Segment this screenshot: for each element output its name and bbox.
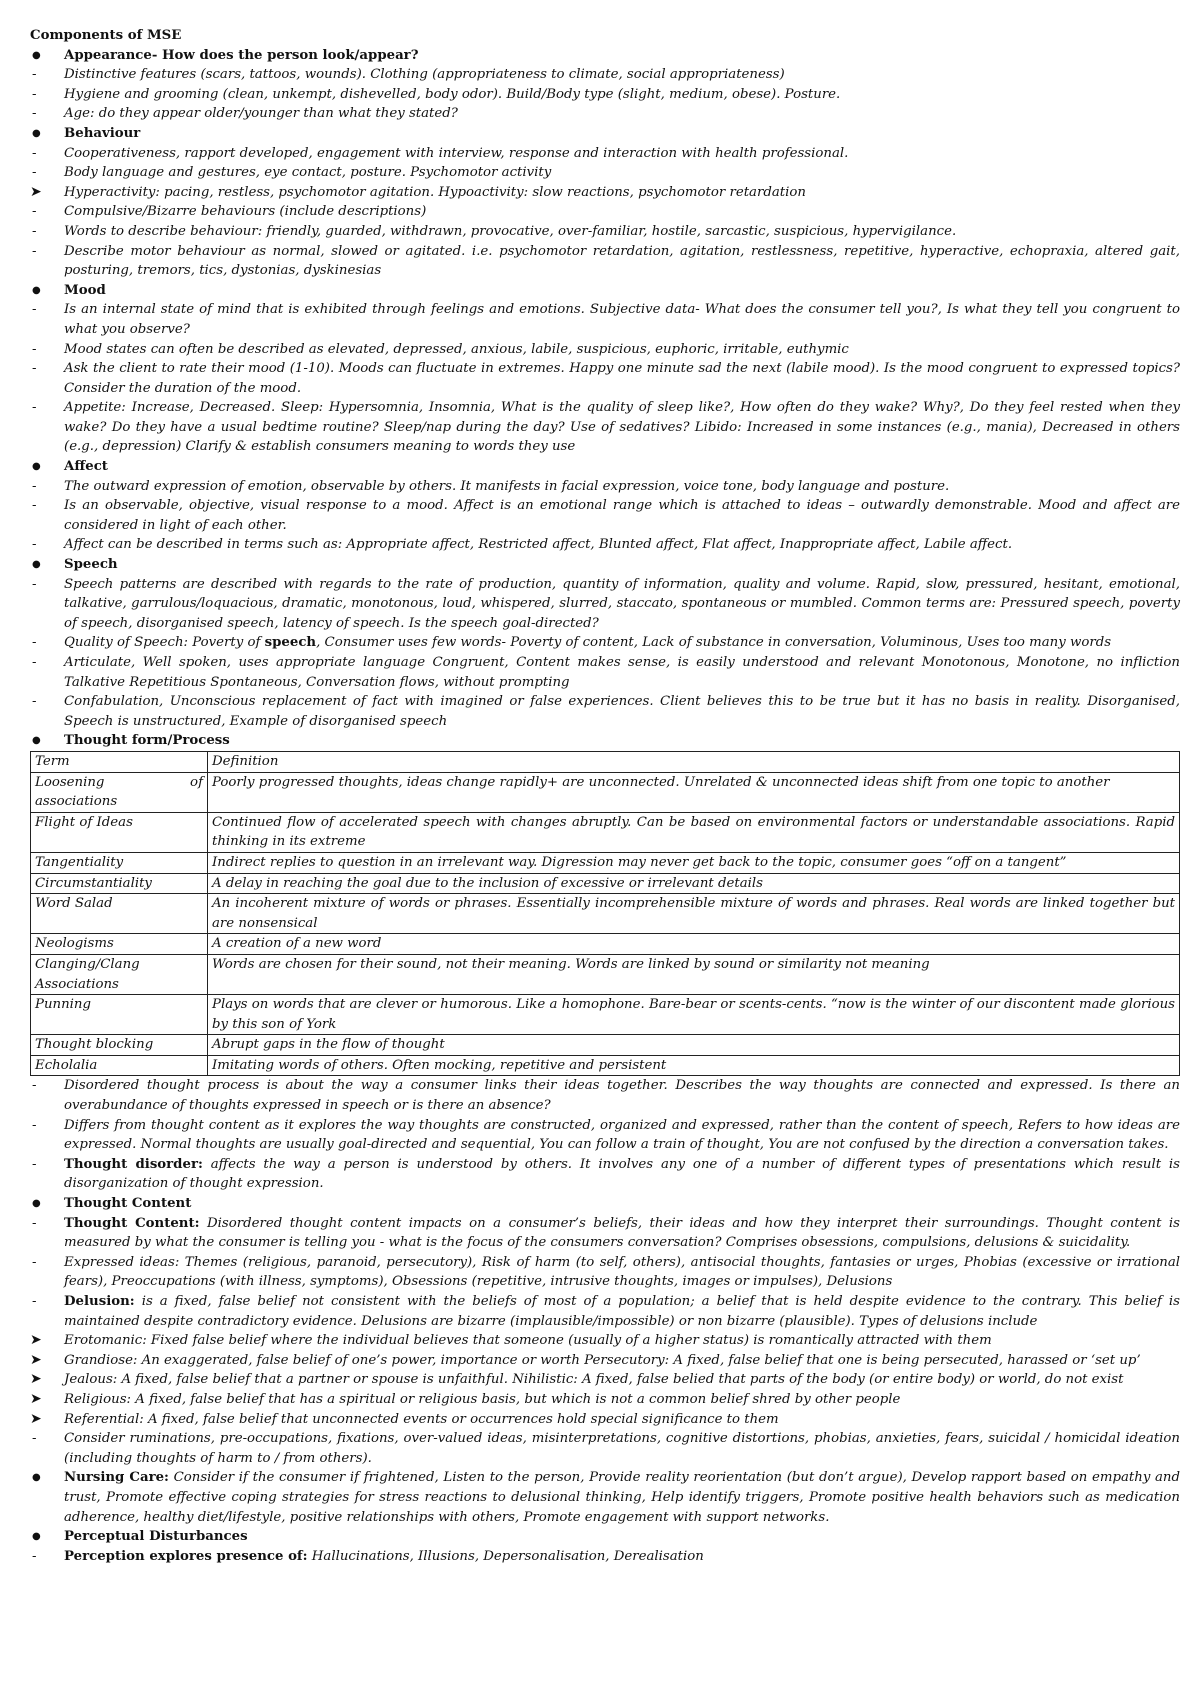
table-row [31, 894, 1180, 934]
definition-cell: Words are chosen for their sound, not their meaning. Words are linked by sound or similarity not meaning [208, 954, 1180, 994]
list-item: - Ask the client to rate their mood (1-10). Moods can fluctuate in extremes. Happy one minute sad the next (labile mood). Is the mood congruent to expressed topics? Consider the duration of the mood. [30, 359, 1180, 398]
list-item: - Cooperativeness, rapport developed, engagement with interview, response and interaction with health professional. [30, 144, 1180, 164]
item-text: Hallucinations, Illusions, Depersonalisation, Derealisation [307, 1548, 704, 1564]
item-text: , Consumer uses few words- Poverty of content, Lack of substance in conversation, Voluminous, Uses too many words [316, 635, 1112, 651]
item-text: is a fixed, false belief not consistent with the beliefs of most of a population; a belief that is held despite evidence to the contrary. This belief is maintained despite contradictory evidence. Delusions are bizarre (implausible/impossible) or non bizarre (plausible). Types of delusions include [64, 1294, 1180, 1329]
section-heading-thought-content: ● Thought Content [30, 1194, 1180, 1214]
item-lead: Perception explores presence of: [64, 1548, 308, 1564]
term-cell: Loosening of associations [31, 772, 208, 812]
definition-cell: Abrupt gaps in the flow of thought [208, 1035, 1180, 1056]
definition-cell: Indirect replies to question in an irrelevant way. Digression may never get back to the topic, consumer goes “off on a tangent” [208, 852, 1180, 873]
term-cell: Echolalia [31, 1055, 208, 1076]
term-cell: Word Salad [31, 894, 208, 934]
column-header-term: Term [31, 751, 208, 772]
item-text: affects the way a person is understood by others. It involves any one of a number of different types of presentations which result is disorganization of thought expression. [64, 1156, 1180, 1192]
list-item: - Disordered thought process is about the way a consumer links their ideas together. Describes the way thoughts are connected and expressed. Is there an overabundance of thoughts expressed in speech or is there an absence? [30, 1076, 1180, 1115]
list-item [30, 1292, 1180, 1331]
list-item: - Expressed ideas: Themes (religious, paranoid, persecutory), Risk of harm (to self, others), antisocial thoughts, fantasies or urges, Phobias (excessive or irrational fears), Preoccupations (with illness, symptoms), Obsessions (repetitive, intrusive thoughts, images or impulses), Delusions [30, 1253, 1180, 1292]
list-item: - Distinctive features (scars, tattoos, wounds). Clothing (appropriateness to climate, social appropriateness) [30, 65, 1180, 85]
thought-form-table [30, 751, 1180, 1077]
list-item: - Affect can be described in terms such as: Appropriate affect, Restricted affect, Blunted affect, Flat affect, Inappropriate affect, Labile affect. [30, 535, 1180, 555]
term-cell: Neologisms [31, 934, 208, 955]
column-header-definition: Definition [208, 751, 1180, 772]
table-row [31, 772, 1180, 812]
item-lead: Delusion: [64, 1294, 135, 1309]
list-item: - Compulsive/Bizarre behaviours (include descriptions) [30, 202, 1180, 222]
list-item: - Consider ruminations, pre-occupations, fixations, over-valued ideas, misinterpretations, cognitive distortions, phobias, anxieties, fears, suicidal / homicidal ideation (including thoughts of harm to / from others). [30, 1429, 1180, 1468]
list-item: - Is an internal state of mind that is exhibited through feelings and emotions. Subjective data- What does the consumer tell you?, Is what they tell you congruent to what you observe? [30, 300, 1180, 339]
term-cell: Circumstantiality [31, 873, 208, 894]
list-item: - Hygiene and grooming (clean, unkempt, dishevelled, body odor). Build/Body type (slight, medium, obese). Posture. [30, 85, 1180, 105]
item-text: Disordered thought content impacts on a consumer’s beliefs, their ideas and how they interpret their surroundings. Thought content is measured by what the consumer is telling you - what is the focus of the consumers conversation? Comprises obsessions, compulsions, delusions & suicidality. [64, 1215, 1180, 1251]
list-item: - Speech patterns are described with regards to the rate of production, quantity of information, quality and volume. Rapid, slow, pressured, hesitant, emotional, talkative, garrulous/loquacious, dramatic, monotonous, loud, whispered, slurred, staccato, spontaneous or mumbled. Common terms are: Pressured speech, poverty of speech, disorganised speech, latency of speech. Is the speech goal-directed? [30, 575, 1180, 634]
list-item: - Articulate, Well spoken, uses appropriate language Congruent, Content makes sense, is easily understood and relevant Monotonous, Monotone, no infliction Talkative Repetitious Spontaneous, Conversation flows, without prompting [30, 653, 1180, 692]
term-cell: Clanging/Clang Associations [31, 954, 208, 994]
list-item: - Mood states can often be described as elevated, depressed, anxious, labile, suspicious, euphoric, irritable, euthymic [30, 340, 1180, 360]
list-item: - Words to describe behaviour: friendly, guarded, withdrawn, provocative, over-familiar, hostile, sarcastic, suspicious, hypervigilance. [30, 222, 1180, 242]
term-cell: Thought blocking [31, 1035, 208, 1056]
document-title: Components of MSE [30, 28, 182, 43]
section-heading-affect: ● Affect [30, 457, 1180, 477]
item-emphasis: speech [264, 635, 317, 651]
list-item: - Is an observable, objective, visual response to a mood. Affect is an emotional range which is attached to ideas – outwardly demonstrable. Mood and affect are considered in light of each other. [30, 496, 1180, 535]
list-item [30, 1468, 1180, 1527]
table-row [31, 1055, 1180, 1076]
section-heading-speech: ● Speech [30, 555, 1180, 575]
item-lead: Nursing Care: [64, 1470, 169, 1486]
list-item [30, 633, 1180, 653]
section-heading-behaviour: ● Behaviour [30, 124, 1180, 144]
term-cell: Tangentiality [31, 852, 208, 873]
arrow-list-item: ➤ Referential: A fixed, false belief that unconnected events or occurrences hold special significance to them [30, 1410, 1180, 1430]
definition-cell: Continued flow of accelerated speech with changes abruptly. Can be based on environmental factors or understandable associations. Rapid thinking in its extreme [208, 812, 1180, 852]
item-text: Consider if the consumer if frightened, Listen to the person, Provide reality reorientation (but don’t argue), Develop rapport based on empathy and trust, Promote effective coping strategies for stress reactions to delusional thinking, Help identify triggers, Promote positive health behaviors such as medication adherence, healthy diet/lifestyle, positive relationships with others, Promote engagement with support networks. [64, 1470, 1180, 1525]
term-cell: Punning [31, 995, 208, 1035]
list-item: - Confabulation, Unconscious replacement of fact with imagined or false experiences. Client believes this to be true but it has no basis in reality. Disorganised, Speech is unstructured, Example of disorganised speech [30, 692, 1180, 731]
section-heading-perceptual: ● Perceptual Disturbances [30, 1527, 1180, 1547]
item-text: Quality of Speech: Poverty of [64, 635, 265, 651]
document-page [30, 26, 1180, 1566]
table-row [31, 812, 1180, 852]
definition-cell: An incoherent mixture of words or phrases. Essentially incomprehensible mixture of words and phrases. Real words are linked together but are nonsensical [208, 894, 1180, 934]
section-heading-appearance: ● Appearance- How does the person look/appear? [30, 46, 1180, 66]
section-heading-thought-form: ● Thought form/Process [30, 731, 1180, 751]
list-item: - Body language and gestures, eye contact, posture. Psychomotor activity [30, 163, 1180, 183]
table-header-row [31, 751, 1180, 772]
arrow-list-item: ➤ Jealous: A fixed, false belief that a partner or spouse is unfaithful. Nihilistic: A fixed, false belied that parts of the body (or entire body) or world, do not exist [30, 1370, 1180, 1390]
list-item: - Appetite: Increase, Decreased. Sleep: Hypersomnia, Insomnia, What is the quality of sleep like?, How often do they wake? Why?, Do they feel rested when they wake? Do they have a usual bedtime routine? Sleep/nap during the day? Use of sedatives? Libido: Increased in some instances (e.g., mania), Decreased in others (e.g., depression) Clarify & establish consumers meaning to words they use [30, 398, 1180, 457]
list-item [30, 1155, 1180, 1194]
definition-cell: Imitating words of others. Often mocking, repetitive and persistent [208, 1055, 1180, 1076]
definition-cell: A delay in reaching the goal due to the inclusion of excessive or irrelevant details [208, 873, 1180, 894]
list-item: - Differs from thought content as it explores the way thoughts are constructed, organized and expressed, rather than the content of speech, Refers to how ideas are expressed. Normal thoughts are usually goal-directed and sequential, You can follow a train of thought, You are not confused by the direction a conversation takes. [30, 1116, 1180, 1155]
definition-cell: A creation of a new word [208, 934, 1180, 955]
item-lead: Thought disorder: [64, 1156, 203, 1172]
definition-cell: Poorly progressed thoughts, ideas change rapidly+ are unconnected. Unrelated & unconnected ideas shift from one topic to another [208, 772, 1180, 812]
arrow-list-item: ➤ Erotomanic: Fixed false belief where the individual believes that someone (usually of a higher status) is romantically attracted with them [30, 1331, 1180, 1351]
table-row [31, 954, 1180, 994]
list-item: - The outward expression of emotion, observable by others. It manifests in facial expression, voice tone, body language and posture. [30, 477, 1180, 497]
table-row [31, 1035, 1180, 1056]
term-cell: Flight of Ideas [31, 812, 208, 852]
section-heading-mood: ● Mood [30, 281, 1180, 301]
table-row [31, 995, 1180, 1035]
table-row [31, 934, 1180, 955]
arrow-list-item: ➤ Religious: A fixed, false belief that has a spiritual or religious basis, but which is not a common belief shred by other people [30, 1390, 1180, 1410]
definition-cell: Plays on words that are clever or humorous. Like a homophone. Bare-bear or scents-cents. “now is the winter of our discontent made glorious by this son of York [208, 995, 1180, 1035]
list-item: - Age: do they appear older/younger than what they stated? [30, 104, 1180, 124]
list-item [30, 1214, 1180, 1253]
arrow-list-item: ➤ Hyperactivity: pacing, restless, psychomotor agitation. Hypoactivity: slow reactions, psychomotor retardation [30, 183, 1180, 203]
table-row [31, 873, 1180, 894]
table-row [31, 852, 1180, 873]
item-lead: Thought Content: [64, 1215, 200, 1231]
arrow-list-item: ➤ Grandiose: An exaggerated, false belief of one’s power, importance or worth Persecutory: A fixed, false belief that one is being persecuted, harassed or ‘set up’ [30, 1351, 1180, 1371]
list-item: - Describe motor behaviour as normal, slowed or agitated. i.e. psychomotor retardation, agitation, restlessness, repetitive, hyperactive, echopraxia, altered gait, posturing, tremors, tics, dystonias, dyskinesias [30, 242, 1180, 281]
list-item [30, 1547, 1180, 1567]
